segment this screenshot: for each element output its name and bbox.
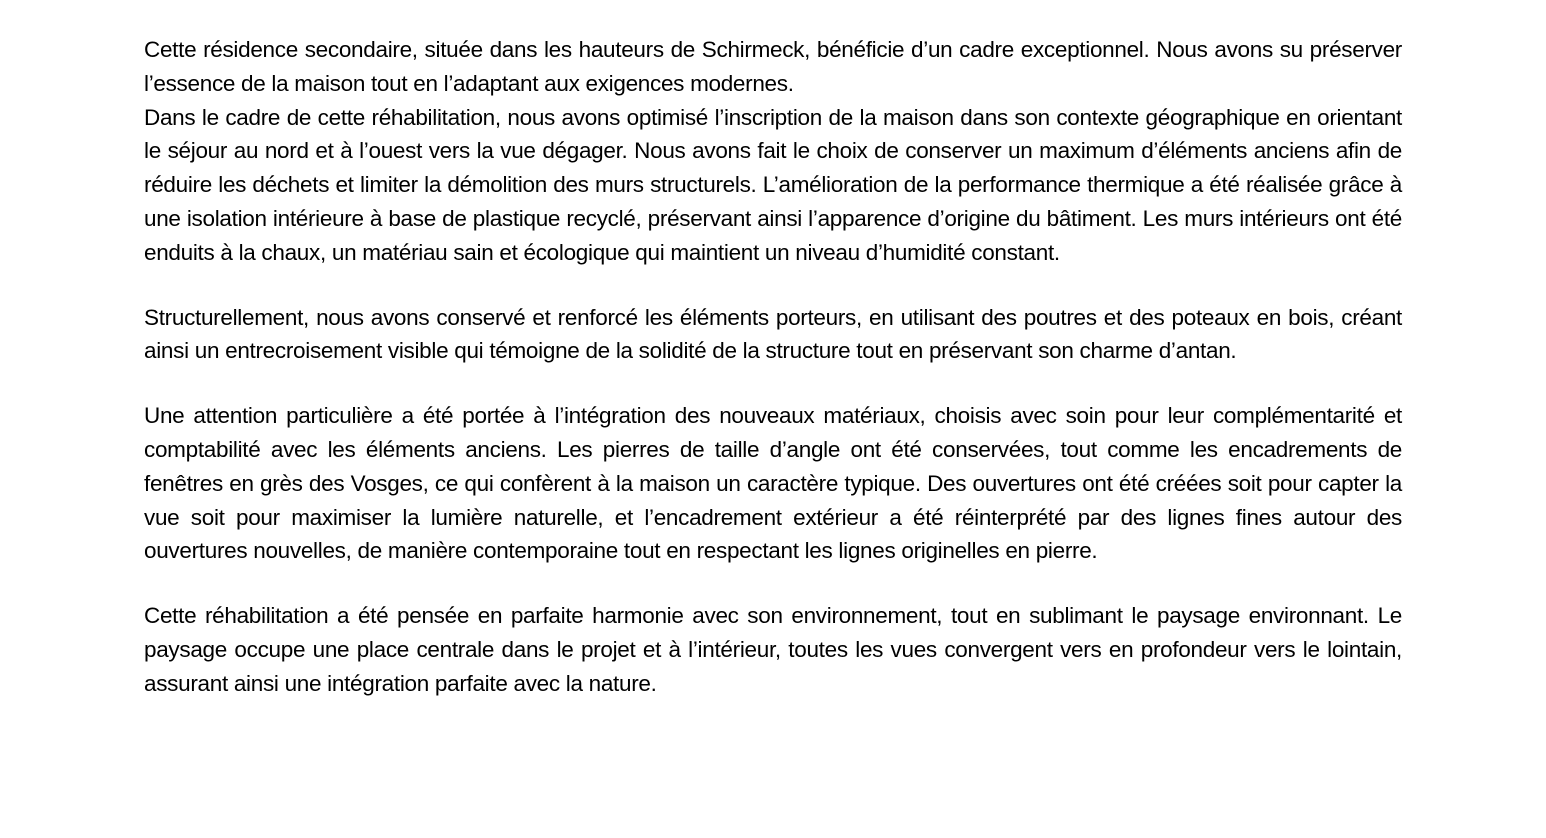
paragraph-materials: Une attention particulière a été portée à l’intégration des nouveaux matériaux, choisis avec soin pour leur complémentarité et comptabilité avec les éléments anciens. Les pierres de taille d’angle ont été conservées, tout comme les encadrements de fenêtres en grès des Vosges, ce qui confèrent à la maison un caractère typique. Des ouvertures ont été créées soit pour capter la vue soit pour maximiser la lumière naturelle, et l’encadrement extérieur a été réinterprété par des lignes fines autour des ouvertures nouvelles, de manière contemporaine tout en respectant les lignes originelles en pierre. xyxy=(144,403,1402,564)
paragraph-landscape: Cette réhabilitation a été pensée en parfaite harmonie avec son environnement, tout en sublimant le paysage environnant. Le paysage occupe une place centrale dans le projet et à l’intérieur, toutes les vues convergent vers en profondeur vers le lointain, assurant ainsi une intégration parfaite avec la nature. xyxy=(144,603,1402,696)
paragraph-rehabilitation: Dans le cadre de cette réhabilitation, nous avons optimisé l’inscription de la maison dans son contexte géographique en orientant le séjour au nord et à l’ouest vers la vue dégager. Nous avons fait le choix de conserver un maximum d’éléments anciens afin de réduire les déchets et limiter la démolition des murs structurels. L’amélioration de la performance thermique a été réalisée grâce à une isolation intérieure à base de plastique recyclé, préservant ainsi l’apparence d’origine du bâtiment. Les murs intérieurs ont été enduits à la chaux, un matériau sain et écologique qui maintient un niveau d’humidité constant. xyxy=(144,104,1402,265)
paragraph-structure: Structurellement, nous avons conservé et renforcé les éléments porteurs, en utilisant des poutres et des poteaux en bois, créant ainsi un entrecroisement visible qui témoigne de la solidité de la structure tout en préservant son charme d’antan. xyxy=(144,304,1402,364)
document-body xyxy=(144,33,1402,701)
paragraph-intro: Cette résidence secondaire, située dans les hauteurs de Schirmeck, bénéficie d’un cadre exceptionnel. Nous avons su préserver l’essence de la maison tout en l’adaptant aux exigences modernes. xyxy=(144,37,1402,96)
